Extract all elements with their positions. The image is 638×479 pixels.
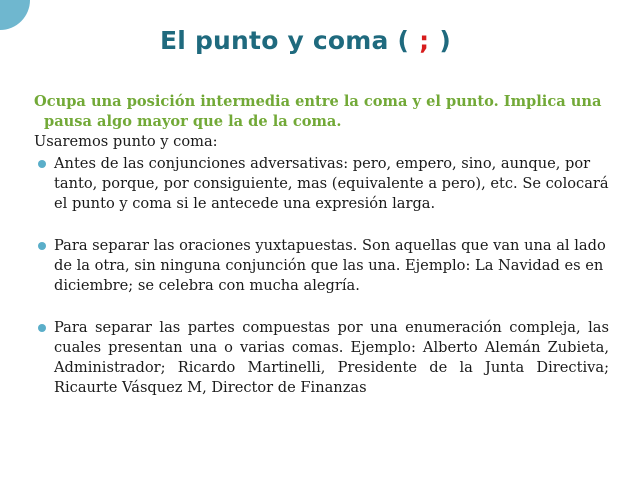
bullet-item-2	[34, 236, 609, 296]
bullet-dot-icon	[38, 324, 46, 332]
bullet-text-1: Antes de las conjunciones adversativas: pero, empero, sino, aunque, por tanto, porque, por consiguiente, mas (equivalente a pero), etc. Se colocará el punto y coma si le antecede una expresión larga.	[54, 155, 609, 212]
bullet-item-1	[34, 154, 609, 214]
usage-heading: Usaremos punto y coma:	[34, 133, 218, 150]
slide-body	[34, 92, 609, 398]
title-semicolon: ;	[419, 26, 430, 55]
title-prefix: El punto y coma (	[160, 26, 410, 55]
slide-title	[160, 26, 451, 55]
bullet-text-3: Para separar las partes compuestas por una enumeración compleja, las cuales presentan una o varias comas. Ejemplo: Alberto Alemán Zubieta, Administrador; Ricardo Martinelli, Presidente de la Junta Directiva; Ricaurte Vásquez M, Director de Finanzas	[54, 319, 609, 396]
corner-decoration	[0, 0, 30, 30]
intro-text: Ocupa una posición intermedia entre la coma y el punto. Implica una pausa algo mayor que la de la coma.	[34, 93, 602, 130]
bullet-dot-icon	[38, 242, 46, 250]
bullet-dot-icon	[38, 160, 46, 168]
title-suffix: )	[439, 26, 451, 55]
bullet-item-3	[34, 318, 609, 398]
bullet-text-2: Para separar las oraciones yuxtapuestas. Son aquellas que van una al lado de la otra, sin ninguna conjunción que las una. Ejemplo: La Navidad es en diciembre; se celebra con mucha alegría.	[54, 237, 606, 294]
